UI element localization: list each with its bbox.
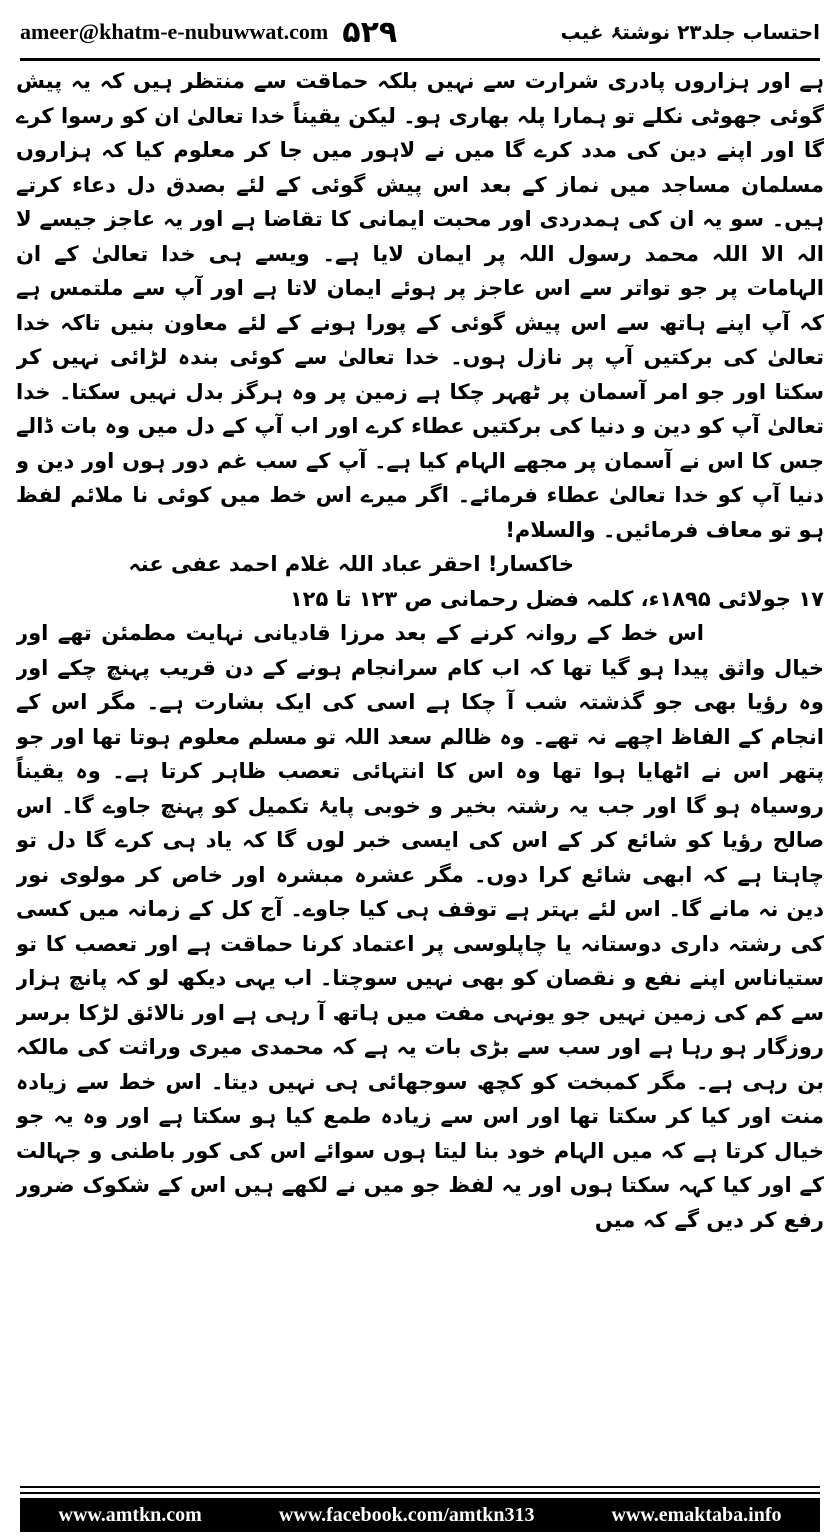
footer-site-facebook[interactable]: www.facebook.com/amtkn313 [278,1503,535,1526]
letter-signature: خاکسار! احقر عباد اللہ غلام احمد عفی عنہ [128,552,574,576]
footer-site-amtkn[interactable]: www.amtkn.com [58,1503,202,1526]
page-header [20,10,820,54]
header-rule [20,58,820,61]
page-number: ۵۲۹ [342,14,398,50]
page-footer [20,1498,820,1532]
header-email: ameer@khatm-e-nubuwwat.com [20,19,329,44]
footer-rule-lower [20,1492,820,1494]
footer-rule-upper [20,1486,820,1488]
book-title: احتساب جلد۲۳ نوشتۂ غیب [560,20,820,44]
page-body [16,64,824,1472]
footer-site-emaktaba[interactable]: www.emaktaba.info [611,1503,782,1526]
commentary-paragraph: اس خط کے روانہ کرنے کے بعد مرزا قادیانی نہایت مطمئن تھے اور خیال واثق پیدا ہو گیا تھا کہ اب کام سرانجام ہونے کے دن قریب پہنچ چکے اور وہ رؤیا بھی جو گذشتہ شب آ چکا ہے اسی کی ایک بشارت ہے۔ مگر اس کے انجام کے الفاظ اچھے نہ تھے۔ وہ ظالم سعد اللہ تو مسلم معلوم ہوتا تھا اور جو پتھر اس نے اٹھایا ہوا تھا وہ اس کا انتہائی تعصب ظاہر کرتا ہے۔ وہ یقیناً روسیاہ ہو گا اور جب یہ رشتہ بخیر و خوبی پایۂ تکمیل کو پہنچ جاوے گا۔ اس صالح رؤیا کو شائع کر کے اس کی ایسی خبر لوں گا کہ یاد ہی کرے گا دل تو چاہتا ہے کہ ابھی شائع کرا دوں۔ مگر عشرہ مبشرہ اور خاص کر مولوی نور دین نہ مانے گا۔ اس لئے بہتر ہے توقف ہی کیا جاوے۔ آج کل کے زمانہ میں کسی کی رشتہ داری دوستانہ یا چاپلوسی پر اعتماد کرنا حماقت ہے اور تعصب کا تو ستیاناس اپنے نفع و نقصان کو بھی نہیں سوچتا۔ اب یہی دیکھ لو کہ پانچ ہزار سے کم کی زمین نہیں جو یونہی مفت میں ہاتھ آ رہی ہے اور نالائق لڑکا برسر روزگار ہو رہا ہے اور سب سے بڑی بات یہ ہے کہ محمدی میری وراثت کی مالکہ بن رہی ہے۔ مگر کمبخت کو کچھ سوجھائی ہی نہیں دیتا۔ اس خط سے زیادہ منت اور کیا کر سکتا تھا اور اس سے زیادہ طمع کیا ہو سکتا ہے اور وہ یہ جو خیال کرتا ہے کہ میں الہام خود بنا لیتا ہوں سوائے اس کی کور باطنی و جہالت کے اور کیا کہہ سکتا ہوں اور یہ لفظ جو میں نے لکھے ہیں اس کے شکوک ضرور رفع کر دیں گے کہ میں [16,621,824,1232]
source-reference: ۱۷ جولائی ۱۸۹۵ء، کلمہ فضل رحمانی ص ۱۲۳ تا ۱۲۵ [289,586,824,611]
letter-paragraph: ہے اور ہزاروں پادری شرارت سے نہیں بلکہ حماقت سے منتظر ہیں کہ یہ پیش گوئی جھوٹی نکلے تو ہمارا پلہ بھاری ہو۔ لیکن یقیناً خدا تعالیٰ ان کو رسوا کرے گا اور اپنے دین کی مدد کرے گا میں نے لاہور میں جا کر معلوم کیا کہ ہزاروں مسلمان مساجد میں نماز کے بعد اس پیش گوئی کے لئے بصدق دل دعاء کرتے ہیں۔ سو یہ ان کی ہمدردی اور محبت ایمانی کا تقاضا ہے اور یہ عاجز جیسے لا الہ الا اللہ محمد رسول اللہ پر ایمان لایا ہے۔ ویسے ہی خدا تعالیٰ کے ان الہامات پر جو تواتر سے اس عاجز پر ہوئے ایمان لاتا ہے اور آپ سے ملتمس ہے کہ آپ اپنے ہاتھ سے اس پیش گوئی کے پورا ہونے کے لئے معاون بنیں تاکہ خدا تعالیٰ کی برکتیں آپ پر نازل ہوں۔ خدا تعالیٰ سے کوئی بندہ لڑائی نہیں کر سکتا اور جو امر آسمان پر ٹھہر چکا ہے زمین پر وہ ہرگز بدل نہیں سکتا۔ خدا تعالیٰ آپ کو دین و دنیا کی برکتیں عطاء کرے اور اب آپ کے دل میں وہ بات ڈالے جس کا اس نے آسمان پر مجھے الہام کیا ہے۔ آپ کے سب غم دور ہوں اور دین و دنیا آپ کو خدا تعالیٰ عطاء فرمائے۔ اگر میرے اس خط میں کوئی نا ملائم لفظ ہو تو معاف فرمائیں۔ والسلام! [16,69,824,542]
header-left [20,15,397,50]
